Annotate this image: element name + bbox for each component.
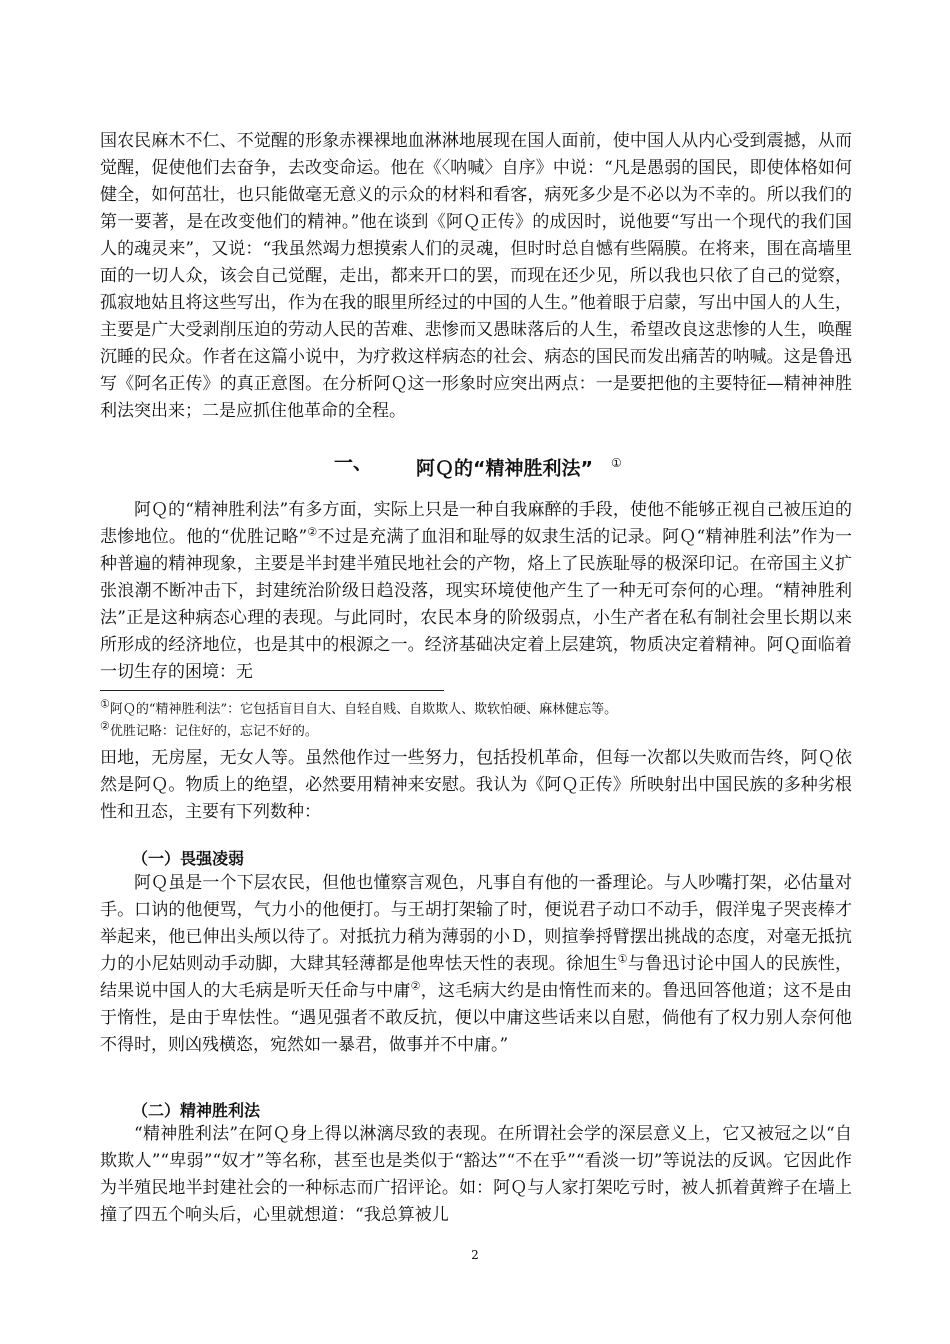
paragraph-spirit-victory (100, 497, 852, 686)
footnote-marker: ① (610, 456, 622, 470)
footnote-marker: ② (307, 525, 318, 539)
page-number: 2 (471, 1248, 479, 1262)
footnote-2 (100, 721, 852, 743)
section-title-text (416, 448, 622, 483)
footnote-text: 阿Ｑ的“精神胜利法”：它包括盲目自大、自轻自贱、自欺欺人、欺软怕硬、麻林健忘等。 (109, 702, 618, 717)
footnote-text: 优胜记略：记住好的，忘记不好的。 (109, 724, 318, 739)
paragraph-spirit-method: “精神胜利法”在阿Ｑ身上得以淋漓尽致的表现。在所谓社会学的深层意义上，它又被冠之以“自欺欺人”“卑弱”“奴才”等名称，甚至也是类似于“豁达”“不在乎”“看淡一切”等说法的反讽。它因此作为半殖民地半封建社会的一种标志而广招评论。如：阿Ｑ与人家打架吃亏时，被人抓着黄辫子在墙上撞了四五个响头后，心里就想道：“我总算被儿 (100, 1124, 852, 1225)
subsection-heading-1: （一）畏强凌弱 (132, 849, 245, 868)
footnote-1 (100, 699, 852, 721)
footnote-marker: ② (410, 979, 421, 993)
section-title-label: 阿Ｑ的“精神胜利法” (416, 457, 593, 480)
text-run: ，这毛病大约是由惰性而来的。鲁迅回答他道；这不是由于惰性，是由于卑怯性。“遇见强者不敢反抗，便以中庸这些话来以自慰，倘他有了权力别人奈何他不得时，则凶残横恣，宛然如一暴君，做事并不中庸。” (100, 981, 852, 1055)
section-number: 一、 (334, 452, 373, 474)
footnote-marker: ① (100, 697, 110, 711)
paragraph-continuation: 田地，无房屋，无女人等。虽然他作过一些努力，包括投机革命，但每一次都以失败而告终，阿Ｑ依然是阿Ｑ。物质上的绝望，必然要用精神来安慰。我认为《阿Ｑ正传》所映射出中国民族的多种劣根性和丑态，主要有下列数种： (100, 748, 852, 822)
text-run: 与鲁迅讨论中国人的民族性，结果说中国人的大毛病是听天任命与中庸 (100, 954, 852, 1001)
text-run: 不过是充满了血泪和耻辱的奴隶生活的记录。阿Ｑ“精神胜利法”作为一种普遍的精神现象，主要是半封建半殖民地社会的产物，烙上了民族耻辱的极深印记。在帝国主义扩张浪潮不断冲击下，封建统治阶级日趋没落，现实环境使他产生了一种无可奈何的心理。“精神胜利法”正是这种病态心理的表现。与此同时，农民本身的阶级弱点，小生产者在私有制社会里长期以来所形成的经济地位，也是其中的根源之一。经济基础决定着上层建筑，物质决定着精神。阿Ｑ面临着一切生存的困境：无 (100, 527, 852, 682)
subsection-heading-2: （二）精神胜利法 (132, 1101, 261, 1120)
footnote-marker: ① (617, 952, 628, 966)
paragraph-intro: 国农民麻木不仁、不觉醒的形象赤裸裸地血淋淋地展现在国人面前，使中国人从内心受到震撼，从而觉醒，促使他们去奋争，去改变命运。他在《〈呐喊〉自序》中说：“凡是愚弱的国民，即使体格如何健全，如何茁壮，也只能做毫无意义的示众的材料和看客，病死多少是不必以为不幸的。所以我们的第一要著，是在改变他们的精神。”他在谈到《阿Ｑ正传》的成因时，说他要“写出一个现代的我们国人的魂灵来”，又说：“我虽然竭力想摸索人们的灵魂，但时时总自憾有些隔膜。在将来，围在高墙里面的一切人众，该会自己觉醒，走出，都来开口的罢，而现在还少见，所以我也只依了自己的觉察，孤寂地姑且将这些写出，作为在我的眼里所经过的中国的人生。”他着眼于启蒙，写出中国人的人生，主要是广大受剥削压迫的劳动人民的苦难、悲惨而又愚昧落后的人生，希望改良这悲惨的人生，唤醒沉睡的民众。作者在这篇小说中，为疗救这样病态的社会、病态的国民而发出痛苦的呐喊。这是鲁迅写《阿名正传》的真正意图。在分析阿Ｑ这一形象时应突出两点：一是要把他的主要特征—精神神胜利法突出来；二是应抓住他革命的全程。 (100, 131, 852, 421)
text-run: 阿Ｑ虽是一个下层农民，但他也懂察言观色，凡事自有他的一番理论。与人吵嘴打架，必估量对手。口讷的他便骂，气力小的他便打。与王胡打架输了时，便说君子动口不动手，假洋鬼子哭丧棒才举起来，他已伸出头颅以待了。对抵抗力稍为薄弱的小Ｄ，则揎拳捋臂摆出挑战的态度，对毫无抵抗力的小尼姑则动手动脚，大肆其轻薄都是他卑怯天性的表现。徐旭生 (100, 873, 852, 974)
text-run: 阿Ｑ的“精神胜利法”有多方面，实际上只是一种自我麻醉的手段，使他不能够正视自己被压迫的悲惨地位。他的“优胜记略” (100, 500, 852, 547)
paragraph-bully-weak (100, 870, 852, 1059)
footnote-divider (100, 690, 444, 691)
footnote-marker: ② (100, 719, 110, 733)
